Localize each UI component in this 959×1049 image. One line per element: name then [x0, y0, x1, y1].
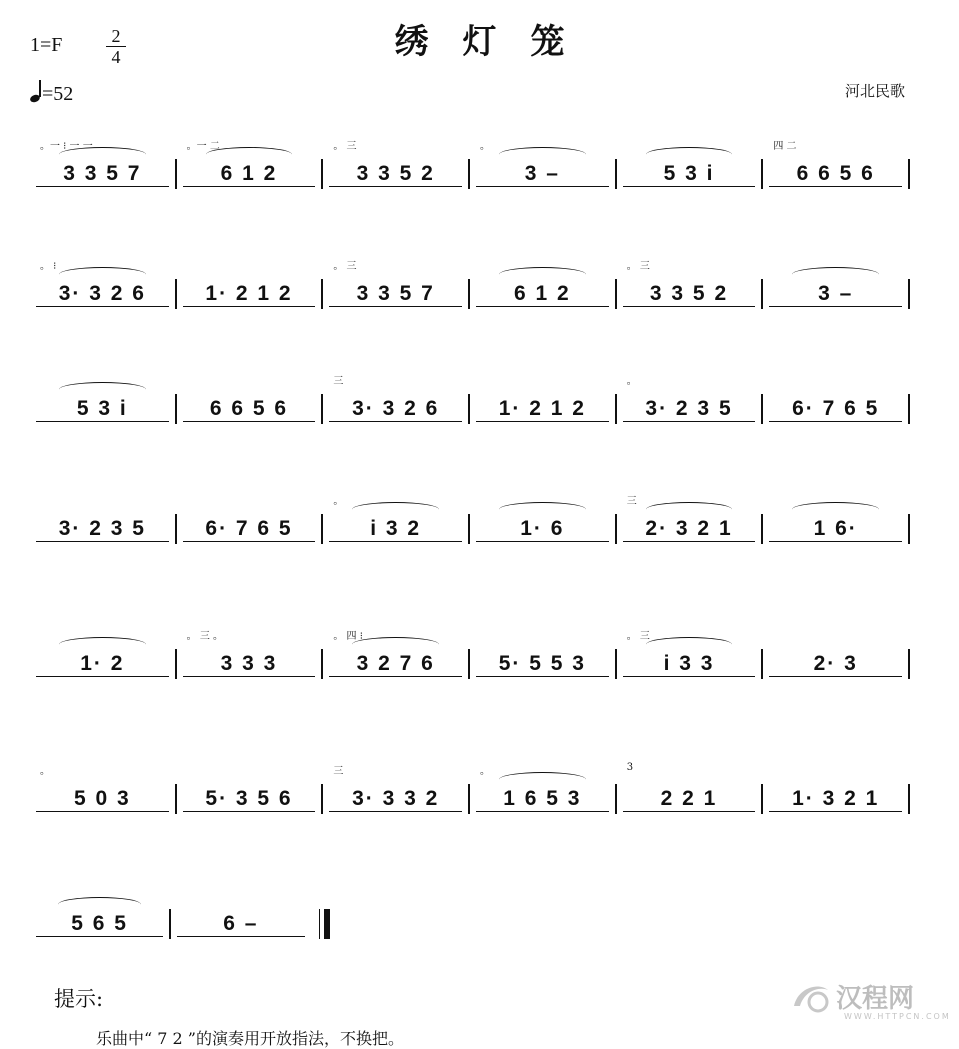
- slur-mark: [792, 267, 879, 282]
- rhythm-underline: [183, 676, 316, 678]
- hint-label: 提示:: [54, 987, 104, 1011]
- measure: [617, 376, 762, 424]
- measure-notes: 3· 3 3 2: [352, 787, 440, 810]
- measure: [763, 279, 908, 309]
- measure: [177, 279, 322, 309]
- rhythm-underline: [476, 306, 609, 308]
- measure-notes: 2· 3 2 1: [645, 517, 733, 540]
- rhythm-underline: [329, 421, 462, 423]
- slur-mark: [59, 267, 146, 282]
- fingering-mark: 。: [40, 766, 50, 777]
- slur-mark: [59, 382, 146, 397]
- measure-notes: i 3 2: [370, 517, 422, 540]
- rhythm-underline: [36, 676, 169, 678]
- measure: [177, 631, 322, 679]
- fingering-mark: 。一 二: [186, 141, 220, 152]
- measure: [323, 631, 468, 679]
- measure-notes: 3 –: [524, 162, 560, 185]
- measure: [323, 766, 468, 814]
- fingering-mark: 。: [333, 496, 344, 507]
- measure: [323, 376, 468, 424]
- score-line: [30, 370, 910, 430]
- rhythm-underline: [769, 421, 902, 423]
- measure: [617, 261, 762, 309]
- measure-notes: 3 3 5 2: [356, 162, 435, 185]
- rhythm-underline: [183, 811, 316, 813]
- measure-notes: 6· 7 6 5: [792, 397, 880, 420]
- fingering-mark: 3: [626, 762, 634, 773]
- meter-top: 2: [106, 26, 126, 47]
- measure: [171, 909, 310, 939]
- measure-notes: 2 2 1: [660, 787, 718, 810]
- measure-notes: 1· 2 1 2: [498, 397, 586, 420]
- rhythm-underline: [623, 186, 756, 188]
- rhythm-underline: [623, 541, 756, 543]
- measure-notes: 3· 2 3 5: [58, 517, 146, 540]
- barline: [908, 514, 910, 544]
- fingering-mark: 三: [333, 766, 344, 777]
- measure-notes: 3 3 5 7: [356, 282, 435, 305]
- measure-notes: 1· 6: [520, 517, 565, 540]
- fingering-mark: 。 三: [333, 141, 357, 152]
- rhythm-underline: [36, 811, 169, 813]
- measure: [177, 514, 322, 544]
- barline: [319, 909, 321, 939]
- score-line: [30, 885, 910, 945]
- measure-notes: 6 6 5 6: [796, 162, 875, 185]
- fingering-mark: 。 三: [626, 261, 650, 272]
- quarter-note-icon: [30, 80, 42, 102]
- measure: [617, 159, 762, 189]
- measure: [177, 141, 322, 189]
- rhythm-underline: [769, 541, 902, 543]
- measure: [470, 394, 615, 424]
- fingering-mark: 。: [480, 766, 491, 777]
- fingering-mark: 。: [626, 376, 637, 387]
- measure: [30, 514, 175, 544]
- rhythm-underline: [36, 541, 169, 543]
- rhythm-underline: [769, 186, 902, 188]
- slur-mark: [59, 147, 146, 162]
- barline: [908, 394, 910, 424]
- measure: [323, 496, 468, 544]
- measure: [617, 762, 762, 814]
- barline: [908, 279, 910, 309]
- measure: [763, 514, 908, 544]
- barline: [908, 159, 910, 189]
- measure: [763, 784, 908, 814]
- measure-notes: i 3 3: [663, 652, 715, 675]
- score-line: [30, 255, 910, 315]
- rhythm-underline: [476, 541, 609, 543]
- measure: [323, 261, 468, 309]
- rhythm-underline: [769, 811, 902, 813]
- measure: [470, 141, 615, 189]
- tempo-marking: [30, 80, 73, 106]
- rhythm-underline: [476, 186, 609, 188]
- measure-notes: 3· 3 2 6: [352, 397, 440, 420]
- measure: [177, 784, 322, 814]
- measure-notes: 3 3 3: [220, 652, 278, 675]
- measure-notes: 3 –: [818, 282, 854, 305]
- rhythm-underline: [623, 306, 756, 308]
- measure-notes: 3 3 5 7: [63, 162, 142, 185]
- rhythm-underline: [177, 936, 304, 938]
- rhythm-underline: [183, 421, 316, 423]
- measure-notes: 5· 3 5 6: [205, 787, 293, 810]
- measure-notes: 2· 3: [813, 652, 858, 675]
- rhythm-underline: [329, 186, 462, 188]
- score-line: [30, 135, 910, 195]
- rhythm-underline: [476, 421, 609, 423]
- measure-notes: 6 1 2: [513, 282, 571, 305]
- score-line: [30, 625, 910, 685]
- measure: [30, 766, 175, 814]
- rhythm-underline: [329, 306, 462, 308]
- fingering-mark: 。 三 。: [186, 631, 224, 642]
- measure-notes: 3· 2 3 5: [645, 397, 733, 420]
- measure-notes: 5 3 i: [76, 397, 128, 420]
- score-line: [30, 760, 910, 820]
- rhythm-underline: [623, 676, 756, 678]
- measure-notes: 1· 2 1 2: [205, 282, 293, 305]
- fingering-mark: 。 三: [333, 261, 357, 272]
- rhythm-underline: [329, 811, 462, 813]
- measure-notes: 1 6 5 3: [503, 787, 582, 810]
- slur-mark: [206, 147, 293, 162]
- measure: [617, 631, 762, 679]
- slur-mark: [352, 637, 439, 652]
- measure-notes: 5 6 5: [71, 912, 128, 935]
- measure: [763, 141, 908, 189]
- hint-footnote: 乐曲中“ 7 2 ”的演奏用开放指法，不换把。: [96, 1029, 404, 1048]
- slur-mark: [499, 267, 586, 282]
- measure: [177, 394, 322, 424]
- meter-bottom: 4: [111, 47, 121, 67]
- watermark: [788, 972, 951, 1022]
- measure: [30, 261, 175, 309]
- fingering-mark: 三: [333, 376, 344, 387]
- slur-mark: [792, 502, 879, 517]
- measure: [470, 766, 615, 814]
- rhythm-underline: [183, 306, 316, 308]
- measure: [30, 141, 175, 189]
- fingering-mark: 。 四 ⁝: [333, 631, 363, 642]
- rhythm-underline: [183, 541, 316, 543]
- slur-mark: [646, 637, 733, 652]
- rhythm-underline: [36, 306, 169, 308]
- measure: [470, 649, 615, 679]
- measure-notes: 6 6 5 6: [209, 397, 289, 420]
- measure: [30, 394, 175, 424]
- measure: [30, 909, 169, 939]
- rhythm-underline: [769, 676, 902, 678]
- measure-notes: 6 1 2: [220, 162, 278, 185]
- slur-mark: [646, 502, 733, 517]
- measure: [763, 394, 908, 424]
- rhythm-underline: [36, 421, 169, 423]
- measure: [323, 141, 468, 189]
- rhythm-underline: [769, 306, 902, 308]
- fingering-mark: 。 ⁝: [40, 261, 57, 272]
- fingering-mark: 。: [480, 141, 491, 152]
- slur-mark: [499, 772, 586, 787]
- slur-mark: [646, 147, 733, 162]
- measure-notes: 5 0 3: [73, 787, 131, 810]
- slur-mark: [58, 897, 142, 912]
- slur-mark: [499, 147, 586, 162]
- measure: [30, 649, 175, 679]
- measure: [470, 279, 615, 309]
- measure-notes: 1· 2: [80, 652, 125, 675]
- slur-mark: [352, 502, 439, 517]
- rhythm-underline: [623, 811, 756, 813]
- watermark-url: WWW.HTTPCN.COM: [844, 1012, 951, 1021]
- rhythm-underline: [476, 811, 609, 813]
- final-barline: [324, 909, 330, 939]
- measure: [763, 649, 908, 679]
- score-line: [30, 490, 910, 550]
- rhythm-underline: [329, 676, 462, 678]
- rhythm-underline: [623, 421, 756, 423]
- page-title: 绣灯笼: [394, 22, 599, 62]
- measure-notes: 6 –: [223, 912, 259, 935]
- slur-mark: [59, 637, 146, 652]
- measure-notes: 3 3 5 2: [649, 282, 729, 305]
- measure: [470, 514, 615, 544]
- fingering-mark: 四 二: [773, 141, 797, 152]
- rhythm-underline: [36, 186, 169, 188]
- tempo-value: =52: [42, 83, 74, 105]
- measure-notes: 3· 3 2 6: [58, 282, 146, 305]
- rhythm-underline: [183, 186, 316, 188]
- measure-notes: 1 6·: [813, 517, 858, 540]
- slur-mark: [499, 502, 586, 517]
- key-signature: 1=F: [30, 34, 63, 56]
- fingering-mark: 。 三: [626, 631, 650, 642]
- measure-notes: 5· 5 5 3: [498, 652, 586, 675]
- barline: [908, 784, 910, 814]
- fingering-mark: 三: [626, 496, 637, 507]
- barline: [908, 649, 910, 679]
- rhythm-underline: [36, 936, 163, 938]
- measure-notes: 1· 3 2 1: [792, 787, 880, 810]
- measure-notes: 6· 7 6 5: [205, 517, 293, 540]
- rhythm-underline: [476, 676, 609, 678]
- rhythm-underline: [329, 541, 462, 543]
- watermark-text: 汉程网: [836, 984, 915, 1014]
- measure: [617, 496, 762, 544]
- song-origin: 河北民歌: [844, 82, 905, 100]
- fingering-mark: 。一 ⁝ 一 一: [40, 141, 93, 152]
- measure-notes: 5 3 i: [663, 162, 715, 185]
- measure-notes: 3 2 7 6: [356, 652, 435, 675]
- time-signature: [106, 26, 126, 67]
- watermark-logo-icon: [788, 976, 834, 1016]
